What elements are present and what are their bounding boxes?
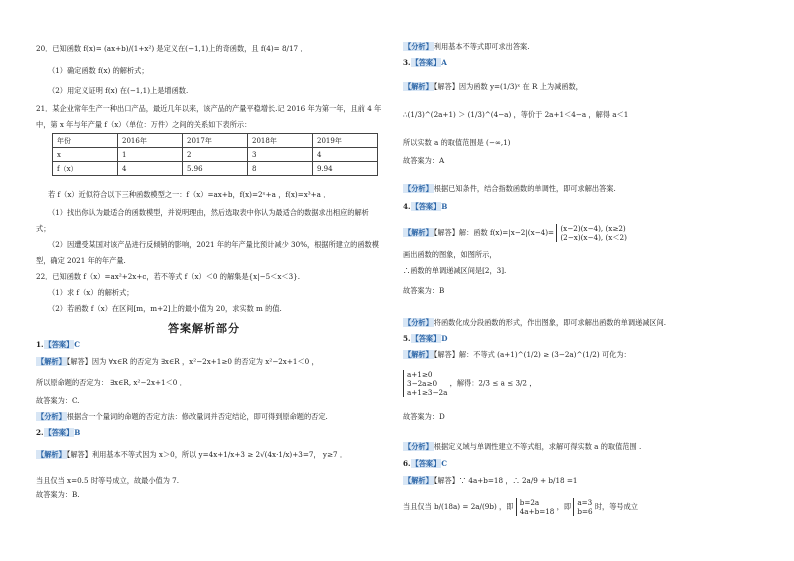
a4-line4: 故答案为：B — [403, 286, 445, 295]
table-cell: 1 — [118, 148, 183, 162]
a4-line3: ∴函数的单调递减区间是[2，3]. — [403, 266, 507, 275]
analysis-text: 根据已知条件，结合指数函数的单调性，即可求解出答案. — [433, 184, 616, 193]
q21-part2-cont: 型，确定 2021 年的年产量. — [36, 256, 126, 265]
answer-tag: 【答案】 — [44, 428, 74, 437]
a1-line3: 故答案为：C. — [36, 396, 80, 405]
q20-stem: 20．已知函数 f(x)= (ax+b)/(1+x²) 是定义在(−1,1)上的奇函数，且 f(4)= 8/17 ． — [36, 44, 308, 53]
system-row: b=6 — [577, 507, 593, 516]
table-cell: x — [53, 148, 118, 162]
answer-choice: C — [74, 340, 81, 349]
a2-line3: 故答案为：B. — [36, 490, 80, 499]
q21-part1: （1）找出你认为最适合的函数模型，并说明理由，然后选取表中你认为最适合的数据求出相应的解析 — [48, 208, 369, 217]
explanation-text: 【解答】解：不等式 (a+1)^(1/2) ≥ (3−2a)^(1/2) 可化为： — [433, 350, 631, 359]
answer-tag: 【答案】 — [411, 334, 441, 343]
table-cell: 8 — [248, 162, 313, 176]
a3-line4: 故答案为：A — [403, 156, 445, 165]
analysis-tag: 【分析】 — [404, 442, 433, 451]
a3-line3: 所以实数 a 的取值范围是 (−∞,1) — [403, 138, 511, 147]
answer-choice: D — [441, 334, 448, 343]
system-row: 3−2a≥0 — [407, 379, 438, 388]
analysis-tag: 【分析】 — [404, 318, 433, 327]
q22-part1: （1）求 f（x）的解析式； — [48, 288, 134, 297]
table-cell: 3 — [248, 148, 313, 162]
a6-tail: 时，等号成立 — [594, 502, 638, 511]
a4-explanation — [403, 224, 627, 242]
table-cell: 年份 — [53, 134, 118, 148]
table-cell: 5.96 — [183, 162, 248, 176]
q20-part1: （1）确定函数 f(x) 的解析式； — [48, 66, 149, 75]
a6-mid: ，即 — [556, 502, 572, 511]
section-title: 答案解析部分 — [168, 322, 240, 335]
a4-header — [403, 202, 447, 211]
a3-header — [403, 58, 447, 67]
q20-part2: （2）用定义证明 f(x) 在(−1,1)上是增函数. — [48, 86, 189, 95]
table-row — [53, 148, 378, 162]
table-row — [53, 134, 378, 148]
q22-part2: （2）若函数 f（x）在区间[m，m+2]上的最小值为 20，求实数 m 的值. — [48, 304, 282, 313]
analysis-tag: 【分析】 — [37, 412, 66, 421]
system-row: b=2a — [519, 498, 540, 507]
a5-system — [403, 370, 536, 397]
piecewise-brace — [556, 224, 627, 242]
a1-explanation — [36, 357, 319, 366]
a5-analysis — [403, 442, 641, 451]
a3-analysis — [403, 184, 616, 193]
explanation-tag: 【解析】 — [37, 357, 66, 366]
answer-choice: C — [441, 459, 448, 468]
a2-analysis — [403, 42, 530, 51]
system-row: a+1≥3−2a — [407, 388, 448, 397]
analysis-text: 利用基本不等式即可求出答案. — [433, 42, 530, 51]
a6-condition: 当且仅当 b/(18a) = 2a/(9b) ，即 — [403, 502, 514, 511]
a3-line2: ∴(1/3)^(2a+1) ＞ (1/3)^(4−a) ，等价于 2a+1＜4−a ，解得 a＜1 — [403, 110, 629, 119]
a5-header — [403, 334, 448, 343]
a6-header — [403, 459, 447, 468]
system-brace — [516, 498, 555, 516]
table-row — [53, 162, 378, 176]
answer-tag: 【答案】 — [411, 58, 441, 67]
answer-number: 5. — [403, 334, 411, 343]
explanation-tag: 【解析】 — [37, 450, 66, 459]
table-cell: 4 — [118, 162, 183, 176]
answer-choice: B — [441, 202, 448, 211]
system-row: a=3 — [577, 498, 593, 507]
a2-line2: 当且仅当 x=0.5 时等号成立，故最小值为 7. — [36, 476, 180, 485]
explanation-tag: 【解析】 — [404, 476, 433, 485]
system-row: 4a+b=18 — [519, 507, 555, 516]
q21-data-table — [52, 133, 378, 176]
a2-header — [36, 428, 80, 437]
q21-stem-line2: 中，第 x 年与年产量 f（x）（单位：万件）之间的关系如下表所示： — [36, 120, 252, 129]
answer-number: 1. — [36, 340, 44, 349]
answer-number: 2. — [36, 428, 44, 437]
a1-analysis — [36, 412, 328, 421]
a5-explanation — [403, 350, 631, 359]
table-cell: 2018年 — [248, 134, 313, 148]
a4-analysis — [403, 318, 666, 327]
a2-explanation — [36, 450, 347, 459]
a3-explanation — [403, 82, 583, 91]
analysis-text: 根据定义域与单调性建立不等式组，求解可得实数 a 的取值范围 . — [433, 442, 642, 451]
table-cell: 2019年 — [313, 134, 378, 148]
q21-part1-cont: 式； — [36, 224, 51, 233]
table-cell: 2 — [183, 148, 248, 162]
explanation-text: 【解答】利用基本不等式因为 x＞0，所以 y=4x+1/x+3 ≥ 2√(4x·1/x)+3=7， y≥7 ． — [66, 450, 348, 459]
a1-line2: 所以原命题的否定为： ∃x∈R, x²−2x+1＜0 ． — [36, 378, 187, 387]
q21-models: 若 f（x）近似符合以下三种函数模型之一：f（x）=ax+b，f(x)=2ˣ+a ，f(x)=x³+a ． — [48, 190, 331, 199]
system-brace — [573, 498, 592, 516]
inequality-system-brace — [403, 370, 447, 397]
explanation-text: 【解答】解：函数 f(x)=|x−2|(x−4)= — [433, 228, 555, 237]
table-cell: f（x） — [53, 162, 118, 176]
a4-line2: 画出函数的图象，如图所示， — [403, 250, 497, 259]
q22-stem: 22．已知函数 f（x）=ax²+2x+c，若不等式 f（x）＜0 的解集是{x|−5＜x＜3}. — [36, 272, 301, 281]
analysis-tag: 【分析】 — [404, 42, 433, 51]
answer-choice: A — [441, 58, 447, 67]
explanation-tag: 【解析】 — [404, 82, 433, 91]
analysis-text: 根据含一个量词的命题的否定方法：修改量词并否定结论，即可得到原命题的否定. — [66, 412, 328, 421]
table-cell: 2016年 — [118, 134, 183, 148]
explanation-tag: 【解析】 — [404, 228, 433, 237]
explanation-tag: 【解析】 — [404, 350, 433, 359]
a6-line2 — [403, 498, 638, 516]
piecewise-case: (x−2)(x−4), (x≥2) — [560, 224, 626, 233]
table-cell: 9.94 — [313, 162, 378, 176]
analysis-tag: 【分析】 — [404, 184, 433, 193]
analysis-text: 将函数化成分段函数的形式，作出图象，即可求解出函数的单调递减区间. — [433, 318, 667, 327]
explanation-text: 【解答】∵ 4a+b=18 ，∴ 2a/9 + b/18 =1 — [433, 476, 578, 485]
system-row: a+1≥0 — [407, 370, 433, 379]
a1-header — [36, 340, 80, 349]
table-cell: 2017年 — [183, 134, 248, 148]
answer-number: 4. — [403, 202, 411, 211]
a6-explanation — [403, 476, 577, 485]
a5-line2: 故答案为：D — [403, 412, 445, 421]
answer-tag: 【答案】 — [44, 340, 74, 349]
q21-stem-line1: 21．某企业常年生产一种出口产品，最近几年以来，该产品的产量平稳增长.记 2016 年为第一年，且前 4 年 — [36, 104, 382, 113]
answer-number: 6. — [403, 459, 411, 468]
q21-part2: （2）因遭受某国对该产品进行反倾销的影响，2021 年的年产量比预计减少 30%，根据所建立的函数模 — [48, 240, 379, 249]
answer-tag: 【答案】 — [411, 202, 441, 211]
answer-number: 3. — [403, 58, 411, 67]
answer-tag: 【答案】 — [411, 459, 441, 468]
system-result: ，解得：2/3 ≤ a ≤ 3/2 ， — [449, 378, 537, 388]
answer-choice: B — [74, 428, 81, 437]
piecewise-case: (2−x)(x−4), (x＜2) — [560, 233, 627, 242]
explanation-text: 【解答】因为 ∀x∈R 的否定为 ∃x∈R ，x²−2x+1≥0 的否定为 x²−2x+1＜0 ， — [66, 357, 319, 366]
explanation-text: 【解答】因为函数 y=(1/3)ˣ 在 R 上为减函数， — [433, 82, 583, 91]
table-cell: 4 — [313, 148, 378, 162]
